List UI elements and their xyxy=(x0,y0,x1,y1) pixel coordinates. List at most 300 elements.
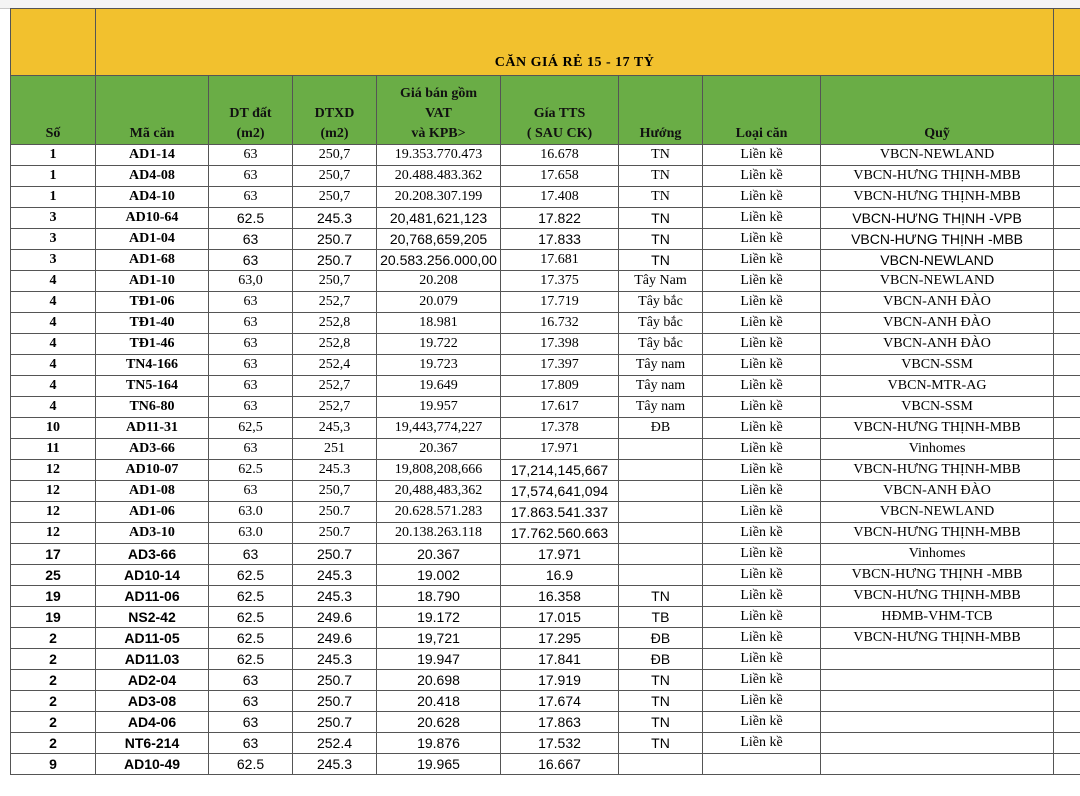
unit-code-cell[interactable]: AD3-08 xyxy=(96,691,209,712)
unit-code-cell[interactable]: TN4-166 xyxy=(96,355,209,376)
price-cell[interactable]: 19,721 xyxy=(377,628,501,649)
direction-cell[interactable]: Tây nam xyxy=(619,397,703,418)
land-area-cell[interactable]: 62.5 xyxy=(209,649,293,670)
unit-code-cell[interactable]: AD3-10 xyxy=(96,523,209,544)
net-price-cell[interactable]: 17.863 xyxy=(501,712,619,733)
price-cell[interactable]: 18.790 xyxy=(377,586,501,607)
extra-cell[interactable] xyxy=(1054,334,1080,355)
row-number-cell[interactable]: 1 xyxy=(11,187,96,208)
unit-code-cell[interactable]: AD4-08 xyxy=(96,166,209,187)
extra-cell[interactable] xyxy=(1054,649,1080,670)
title-extra-cell[interactable] xyxy=(1054,9,1080,76)
type-cell[interactable]: Liền kề xyxy=(703,607,821,628)
type-cell[interactable]: Liền kề xyxy=(703,628,821,649)
type-cell[interactable]: Liền kề xyxy=(703,691,821,712)
type-cell[interactable]: Liền kề xyxy=(703,418,821,439)
price-cell[interactable]: 19.353.770.473 xyxy=(377,145,501,166)
land-area-cell[interactable]: 63 xyxy=(209,544,293,565)
build-area-cell[interactable]: 245.3 xyxy=(293,754,377,775)
type-cell[interactable]: Liền kề xyxy=(703,376,821,397)
type-cell[interactable]: Liền kề xyxy=(703,712,821,733)
type-cell[interactable]: Liền kề xyxy=(703,502,821,523)
direction-cell[interactable]: TN xyxy=(619,712,703,733)
header-huong[interactable]: Hướng xyxy=(619,76,703,145)
net-price-cell[interactable]: 17.015 xyxy=(501,607,619,628)
land-area-cell[interactable]: 63 xyxy=(209,334,293,355)
header-so[interactable]: Số xyxy=(11,76,96,145)
price-cell[interactable]: 20,488,483,362 xyxy=(377,481,501,502)
build-area-cell[interactable]: 252,8 xyxy=(293,334,377,355)
extra-cell[interactable] xyxy=(1054,481,1080,502)
extra-cell[interactable] xyxy=(1054,271,1080,292)
price-cell[interactable]: 20,768,659,205 xyxy=(377,229,501,250)
land-area-cell[interactable]: 62.5 xyxy=(209,754,293,775)
build-area-cell[interactable]: 245.3 xyxy=(293,208,377,229)
type-cell[interactable]: Liền kề xyxy=(703,481,821,502)
price-cell[interactable]: 20,481,621,123 xyxy=(377,208,501,229)
build-area-cell[interactable]: 252.4 xyxy=(293,733,377,754)
build-area-cell[interactable]: 245.3 xyxy=(293,460,377,481)
build-area-cell[interactable]: 250,7 xyxy=(293,166,377,187)
price-cell[interactable]: 20.583.256.000,00 xyxy=(377,250,501,271)
sheet-title-cell[interactable] xyxy=(96,9,1054,76)
price-cell[interactable]: 20.208.307.199 xyxy=(377,187,501,208)
net-price-cell[interactable]: 17.822 xyxy=(501,208,619,229)
build-area-cell[interactable]: 252,7 xyxy=(293,376,377,397)
land-area-cell[interactable]: 62.5 xyxy=(209,607,293,628)
unit-code-cell[interactable]: AD1-04 xyxy=(96,229,209,250)
net-price-cell[interactable]: 17.971 xyxy=(501,544,619,565)
unit-code-cell[interactable]: AD10-49 xyxy=(96,754,209,775)
build-area-cell[interactable]: 250,7 xyxy=(293,271,377,292)
build-area-cell[interactable]: 251 xyxy=(293,439,377,460)
extra-cell[interactable] xyxy=(1054,712,1080,733)
land-area-cell[interactable]: 63.0 xyxy=(209,523,293,544)
build-area-cell[interactable]: 250.7 xyxy=(293,502,377,523)
unit-code-cell[interactable]: AD4-06 xyxy=(96,712,209,733)
build-area-cell[interactable]: 249.6 xyxy=(293,628,377,649)
direction-cell[interactable]: ĐB xyxy=(619,628,703,649)
net-price-cell[interactable]: 17.658 xyxy=(501,166,619,187)
land-area-cell[interactable]: 63 xyxy=(209,439,293,460)
row-number-cell[interactable]: 4 xyxy=(11,271,96,292)
land-area-cell[interactable]: 63.0 xyxy=(209,502,293,523)
net-price-cell[interactable]: 16.358 xyxy=(501,586,619,607)
direction-cell[interactable]: Tây Nam xyxy=(619,271,703,292)
type-cell[interactable]: Liền kề xyxy=(703,313,821,334)
build-area-cell[interactable]: 250.7 xyxy=(293,691,377,712)
fund-cell[interactable]: VBCN-ANH ĐÀO xyxy=(821,334,1054,355)
unit-code-cell[interactable]: AD11-05 xyxy=(96,628,209,649)
extra-cell[interactable] xyxy=(1054,439,1080,460)
direction-cell[interactable]: TN xyxy=(619,187,703,208)
type-cell[interactable]: Liền kề xyxy=(703,166,821,187)
row-number-cell[interactable]: 2 xyxy=(11,628,96,649)
type-cell[interactable]: Liền kề xyxy=(703,208,821,229)
unit-code-cell[interactable]: AD1-08 xyxy=(96,481,209,502)
direction-cell[interactable]: Tây nam xyxy=(619,376,703,397)
extra-cell[interactable] xyxy=(1054,586,1080,607)
direction-cell[interactable]: Tây bắc xyxy=(619,292,703,313)
direction-cell[interactable]: TN xyxy=(619,250,703,271)
fund-cell[interactable]: VBCN-NEWLAND xyxy=(821,145,1054,166)
extra-cell[interactable] xyxy=(1054,355,1080,376)
row-number-cell[interactable]: 11 xyxy=(11,439,96,460)
extra-cell[interactable] xyxy=(1054,754,1080,775)
price-cell[interactable]: 20.138.263.118 xyxy=(377,523,501,544)
land-area-cell[interactable]: 62.5 xyxy=(209,565,293,586)
direction-cell[interactable] xyxy=(619,481,703,502)
net-price-cell[interactable]: 17.674 xyxy=(501,691,619,712)
price-cell[interactable]: 20.628 xyxy=(377,712,501,733)
row-number-cell[interactable]: 25 xyxy=(11,565,96,586)
net-price-cell[interactable]: 17,214,145,667 xyxy=(501,460,619,481)
extra-cell[interactable] xyxy=(1054,733,1080,754)
land-area-cell[interactable]: 63 xyxy=(209,670,293,691)
unit-code-cell[interactable]: NT6-214 xyxy=(96,733,209,754)
row-number-cell[interactable]: 4 xyxy=(11,292,96,313)
header-ma-can[interactable]: Mã căn xyxy=(96,76,209,145)
fund-cell[interactable] xyxy=(821,670,1054,691)
extra-cell[interactable] xyxy=(1054,250,1080,271)
unit-code-cell[interactable]: AD3-66 xyxy=(96,439,209,460)
build-area-cell[interactable]: 250.7 xyxy=(293,523,377,544)
land-area-cell[interactable]: 63 xyxy=(209,712,293,733)
build-area-cell[interactable]: 250.7 xyxy=(293,544,377,565)
row-number-cell[interactable]: 9 xyxy=(11,754,96,775)
type-cell[interactable]: Liền kề xyxy=(703,670,821,691)
extra-cell[interactable] xyxy=(1054,187,1080,208)
row-number-cell[interactable]: 2 xyxy=(11,712,96,733)
direction-cell[interactable] xyxy=(619,523,703,544)
fund-cell[interactable]: VBCN-NEWLAND xyxy=(821,271,1054,292)
net-price-cell[interactable]: 17.398 xyxy=(501,334,619,355)
row-number-cell[interactable]: 10 xyxy=(11,418,96,439)
build-area-cell[interactable]: 250.7 xyxy=(293,712,377,733)
land-area-cell[interactable]: 63 xyxy=(209,481,293,502)
extra-cell[interactable] xyxy=(1054,544,1080,565)
direction-cell[interactable] xyxy=(619,460,703,481)
net-price-cell[interactable]: 17.295 xyxy=(501,628,619,649)
fund-cell[interactable]: VBCN-NEWLAND xyxy=(821,250,1054,271)
unit-code-cell[interactable]: AD10-07 xyxy=(96,460,209,481)
unit-code-cell[interactable]: TN5-164 xyxy=(96,376,209,397)
price-cell[interactable]: 20.208 xyxy=(377,271,501,292)
type-cell[interactable]: Liền kề xyxy=(703,229,821,250)
build-area-cell[interactable]: 245,3 xyxy=(293,418,377,439)
row-number-cell[interactable]: 4 xyxy=(11,334,96,355)
net-price-cell[interactable]: 17.719 xyxy=(501,292,619,313)
price-cell[interactable]: 19,443,774,227 xyxy=(377,418,501,439)
net-price-cell[interactable]: 17.841 xyxy=(501,649,619,670)
land-area-cell[interactable]: 63 xyxy=(209,376,293,397)
extra-cell[interactable] xyxy=(1054,460,1080,481)
type-cell[interactable]: Liền kề xyxy=(703,544,821,565)
price-cell[interactable]: 19.947 xyxy=(377,649,501,670)
unit-code-cell[interactable]: AD1-10 xyxy=(96,271,209,292)
row-number-cell[interactable]: 4 xyxy=(11,397,96,418)
fund-cell[interactable]: VBCN-HƯNG THỊNH-MBB xyxy=(821,523,1054,544)
extra-cell[interactable] xyxy=(1054,166,1080,187)
type-cell[interactable]: Liền kề xyxy=(703,565,821,586)
land-area-cell[interactable]: 63 xyxy=(209,145,293,166)
build-area-cell[interactable]: 249.6 xyxy=(293,607,377,628)
net-price-cell[interactable]: 17,574,641,094 xyxy=(501,481,619,502)
extra-cell[interactable] xyxy=(1054,418,1080,439)
extra-cell[interactable] xyxy=(1054,607,1080,628)
fund-cell[interactable]: VBCN-HƯNG THỊNH-MBB xyxy=(821,418,1054,439)
direction-cell[interactable] xyxy=(619,439,703,460)
row-number-cell[interactable]: 19 xyxy=(11,586,96,607)
price-cell[interactable]: 19.172 xyxy=(377,607,501,628)
fund-cell[interactable] xyxy=(821,691,1054,712)
direction-cell[interactable]: TN xyxy=(619,586,703,607)
price-cell[interactable]: 20.488.483.362 xyxy=(377,166,501,187)
net-price-cell[interactable]: 17.919 xyxy=(501,670,619,691)
direction-cell[interactable]: TN xyxy=(619,229,703,250)
row-number-cell[interactable]: 2 xyxy=(11,733,96,754)
net-price-cell[interactable]: 17.408 xyxy=(501,187,619,208)
direction-cell[interactable]: TN xyxy=(619,670,703,691)
row-number-cell[interactable]: 4 xyxy=(11,376,96,397)
direction-cell[interactable]: TN xyxy=(619,208,703,229)
row-number-cell[interactable]: 4 xyxy=(11,313,96,334)
build-area-cell[interactable]: 250.7 xyxy=(293,250,377,271)
fund-cell[interactable]: VBCN-MTR-AG xyxy=(821,376,1054,397)
net-price-cell[interactable]: 16.9 xyxy=(501,565,619,586)
unit-code-cell[interactable]: AD1-06 xyxy=(96,502,209,523)
fund-cell[interactable]: VBCN-SSM xyxy=(821,397,1054,418)
land-area-cell[interactable]: 62.5 xyxy=(209,628,293,649)
header-gia-tts[interactable]: Gía TTS ( SAU CK) xyxy=(501,76,619,145)
unit-code-cell[interactable]: NS2-42 xyxy=(96,607,209,628)
direction-cell[interactable] xyxy=(619,754,703,775)
price-cell[interactable]: 20.367 xyxy=(377,439,501,460)
net-price-cell[interactable]: 17.971 xyxy=(501,439,619,460)
row-number-cell[interactable]: 2 xyxy=(11,670,96,691)
row-number-cell[interactable]: 2 xyxy=(11,649,96,670)
extra-cell[interactable] xyxy=(1054,145,1080,166)
net-price-cell[interactable]: 17.378 xyxy=(501,418,619,439)
price-cell[interactable]: 20.628.571.283 xyxy=(377,502,501,523)
type-cell[interactable]: Liền kề xyxy=(703,439,821,460)
row-number-cell[interactable]: 3 xyxy=(11,229,96,250)
net-price-cell[interactable]: 16.732 xyxy=(501,313,619,334)
net-price-cell[interactable]: 16.667 xyxy=(501,754,619,775)
fund-cell[interactable]: VBCN-SSM xyxy=(821,355,1054,376)
header-gia-ban[interactable]: Giá bán gồm VAT và KPB> xyxy=(377,76,501,145)
price-cell[interactable]: 19.957 xyxy=(377,397,501,418)
unit-code-cell[interactable]: AD11.03 xyxy=(96,649,209,670)
land-area-cell[interactable]: 63 xyxy=(209,166,293,187)
extra-cell[interactable] xyxy=(1054,376,1080,397)
direction-cell[interactable]: TB xyxy=(619,607,703,628)
fund-cell[interactable]: VBCN-HƯNG THỊNH-MBB xyxy=(821,460,1054,481)
direction-cell[interactable]: TN xyxy=(619,145,703,166)
net-price-cell[interactable]: 17.617 xyxy=(501,397,619,418)
header-loai-can[interactable]: Loại căn xyxy=(703,76,821,145)
land-area-cell[interactable]: 63 xyxy=(209,355,293,376)
extra-cell[interactable] xyxy=(1054,628,1080,649)
build-area-cell[interactable]: 245.3 xyxy=(293,586,377,607)
row-number-cell[interactable]: 12 xyxy=(11,481,96,502)
type-cell[interactable]: Liền kề xyxy=(703,460,821,481)
row-number-cell[interactable]: 12 xyxy=(11,460,96,481)
price-cell[interactable]: 19.649 xyxy=(377,376,501,397)
unit-code-cell[interactable]: AD1-14 xyxy=(96,145,209,166)
type-cell[interactable]: Liền kề xyxy=(703,733,821,754)
fund-cell[interactable]: VBCN-NEWLAND xyxy=(821,502,1054,523)
land-area-cell[interactable]: 63 xyxy=(209,292,293,313)
direction-cell[interactable]: ĐB xyxy=(619,649,703,670)
unit-code-cell[interactable]: AD4-10 xyxy=(96,187,209,208)
net-price-cell[interactable]: 17.397 xyxy=(501,355,619,376)
fund-cell[interactable]: VBCN-HƯNG THỊNH -VPB xyxy=(821,208,1054,229)
land-area-cell[interactable]: 63 xyxy=(209,229,293,250)
type-cell[interactable]: Liền kề xyxy=(703,649,821,670)
direction-cell[interactable] xyxy=(619,544,703,565)
direction-cell[interactable]: TN xyxy=(619,733,703,754)
type-cell[interactable]: Liền kề xyxy=(703,145,821,166)
fund-cell[interactable]: VBCN-HƯNG THỊNH-MBB xyxy=(821,628,1054,649)
unit-code-cell[interactable]: AD10-14 xyxy=(96,565,209,586)
extra-cell[interactable] xyxy=(1054,208,1080,229)
price-cell[interactable]: 19.002 xyxy=(377,565,501,586)
price-cell[interactable]: 19.723 xyxy=(377,355,501,376)
fund-cell[interactable] xyxy=(821,712,1054,733)
type-cell[interactable]: Liền kề xyxy=(703,523,821,544)
row-number-cell[interactable]: 12 xyxy=(11,523,96,544)
price-cell[interactable]: 20.698 xyxy=(377,670,501,691)
row-number-cell[interactable]: 19 xyxy=(11,607,96,628)
net-price-cell[interactable]: 17.809 xyxy=(501,376,619,397)
title-blank-cell[interactable] xyxy=(11,9,96,76)
type-cell[interactable] xyxy=(703,754,821,775)
header-dtxd[interactable]: DTXD (m2) xyxy=(293,76,377,145)
row-number-cell[interactable]: 17 xyxy=(11,544,96,565)
build-area-cell[interactable]: 252,4 xyxy=(293,355,377,376)
land-area-cell[interactable]: 63 xyxy=(209,691,293,712)
unit-code-cell[interactable]: AD1-68 xyxy=(96,250,209,271)
direction-cell[interactable]: Tây nam xyxy=(619,355,703,376)
fund-cell[interactable]: VBCN-HƯNG THỊNH -MBB xyxy=(821,565,1054,586)
type-cell[interactable]: Liền kề xyxy=(703,292,821,313)
land-area-cell[interactable]: 62.5 xyxy=(209,586,293,607)
extra-cell[interactable] xyxy=(1054,565,1080,586)
net-price-cell[interactable]: 17.681 xyxy=(501,250,619,271)
type-cell[interactable]: Liền kề xyxy=(703,250,821,271)
type-cell[interactable]: Liền kề xyxy=(703,187,821,208)
row-number-cell[interactable]: 12 xyxy=(11,502,96,523)
unit-code-cell[interactable]: AD3-66 xyxy=(96,544,209,565)
net-price-cell[interactable]: 17.833 xyxy=(501,229,619,250)
direction-cell[interactable]: ĐB xyxy=(619,418,703,439)
type-cell[interactable]: Liền kề xyxy=(703,397,821,418)
land-area-cell[interactable]: 62.5 xyxy=(209,460,293,481)
build-area-cell[interactable]: 250.7 xyxy=(293,229,377,250)
unit-code-cell[interactable]: TĐ1-06 xyxy=(96,292,209,313)
build-area-cell[interactable]: 250,7 xyxy=(293,187,377,208)
land-area-cell[interactable]: 62,5 xyxy=(209,418,293,439)
direction-cell[interactable]: TN xyxy=(619,166,703,187)
header-quy[interactable]: Quỹ xyxy=(821,76,1054,145)
price-cell[interactable]: 19,808,208,666 xyxy=(377,460,501,481)
land-area-cell[interactable]: 63 xyxy=(209,733,293,754)
header-extra[interactable] xyxy=(1054,76,1080,145)
direction-cell[interactable]: Tây bắc xyxy=(619,313,703,334)
direction-cell[interactable] xyxy=(619,502,703,523)
price-cell[interactable]: 19.722 xyxy=(377,334,501,355)
price-cell[interactable]: 19.965 xyxy=(377,754,501,775)
type-cell[interactable]: Liền kề xyxy=(703,271,821,292)
fund-cell[interactable] xyxy=(821,649,1054,670)
unit-code-cell[interactable]: AD11-06 xyxy=(96,586,209,607)
build-area-cell[interactable]: 245.3 xyxy=(293,649,377,670)
build-area-cell[interactable]: 250,7 xyxy=(293,145,377,166)
direction-cell[interactable]: TN xyxy=(619,691,703,712)
land-area-cell[interactable]: 63 xyxy=(209,313,293,334)
row-number-cell[interactable]: 2 xyxy=(11,691,96,712)
land-area-cell[interactable]: 63 xyxy=(209,397,293,418)
fund-cell[interactable] xyxy=(821,754,1054,775)
net-price-cell[interactable]: 17.532 xyxy=(501,733,619,754)
net-price-cell[interactable]: 16.678 xyxy=(501,145,619,166)
type-cell[interactable]: Liền kề xyxy=(703,355,821,376)
fund-cell[interactable]: VBCN-HƯNG THỊNH -MBB xyxy=(821,229,1054,250)
unit-code-cell[interactable]: AD11-31 xyxy=(96,418,209,439)
price-cell[interactable]: 18.981 xyxy=(377,313,501,334)
fund-cell[interactable]: VBCN-ANH ĐÀO xyxy=(821,292,1054,313)
unit-code-cell[interactable]: TN6-80 xyxy=(96,397,209,418)
build-area-cell[interactable]: 250.7 xyxy=(293,670,377,691)
land-area-cell[interactable]: 63 xyxy=(209,250,293,271)
extra-cell[interactable] xyxy=(1054,691,1080,712)
price-cell[interactable]: 20.367 xyxy=(377,544,501,565)
type-cell[interactable]: Liền kề xyxy=(703,586,821,607)
row-number-cell[interactable]: 3 xyxy=(11,208,96,229)
unit-code-cell[interactable]: TĐ1-40 xyxy=(96,313,209,334)
unit-code-cell[interactable]: AD10-64 xyxy=(96,208,209,229)
extra-cell[interactable] xyxy=(1054,229,1080,250)
extra-cell[interactable] xyxy=(1054,292,1080,313)
type-cell[interactable]: Liền kề xyxy=(703,334,821,355)
land-area-cell[interactable]: 63 xyxy=(209,187,293,208)
extra-cell[interactable] xyxy=(1054,523,1080,544)
land-area-cell[interactable]: 62.5 xyxy=(209,208,293,229)
unit-code-cell[interactable]: AD2-04 xyxy=(96,670,209,691)
fund-cell[interactable]: HĐMB-VHM-TCB xyxy=(821,607,1054,628)
row-number-cell[interactable]: 1 xyxy=(11,145,96,166)
fund-cell[interactable]: VBCN-HƯNG THỊNH-MBB xyxy=(821,586,1054,607)
direction-cell[interactable]: Tây bắc xyxy=(619,334,703,355)
extra-cell[interactable] xyxy=(1054,670,1080,691)
land-area-cell[interactable]: 63,0 xyxy=(209,271,293,292)
net-price-cell[interactable]: 17.863.541.337 xyxy=(501,502,619,523)
net-price-cell[interactable]: 17.375 xyxy=(501,271,619,292)
build-area-cell[interactable]: 252,7 xyxy=(293,397,377,418)
build-area-cell[interactable]: 252,8 xyxy=(293,313,377,334)
extra-cell[interactable] xyxy=(1054,313,1080,334)
extra-cell[interactable] xyxy=(1054,397,1080,418)
fund-cell[interactable]: VBCN-HƯNG THỊNH-MBB xyxy=(821,187,1054,208)
build-area-cell[interactable]: 250,7 xyxy=(293,481,377,502)
price-cell[interactable]: 19.876 xyxy=(377,733,501,754)
net-price-cell[interactable]: 17.762.560.663 xyxy=(501,523,619,544)
row-number-cell[interactable]: 1 xyxy=(11,166,96,187)
fund-cell[interactable] xyxy=(821,733,1054,754)
fund-cell[interactable]: VBCN-ANH ĐÀO xyxy=(821,481,1054,502)
price-cell[interactable]: 20.418 xyxy=(377,691,501,712)
